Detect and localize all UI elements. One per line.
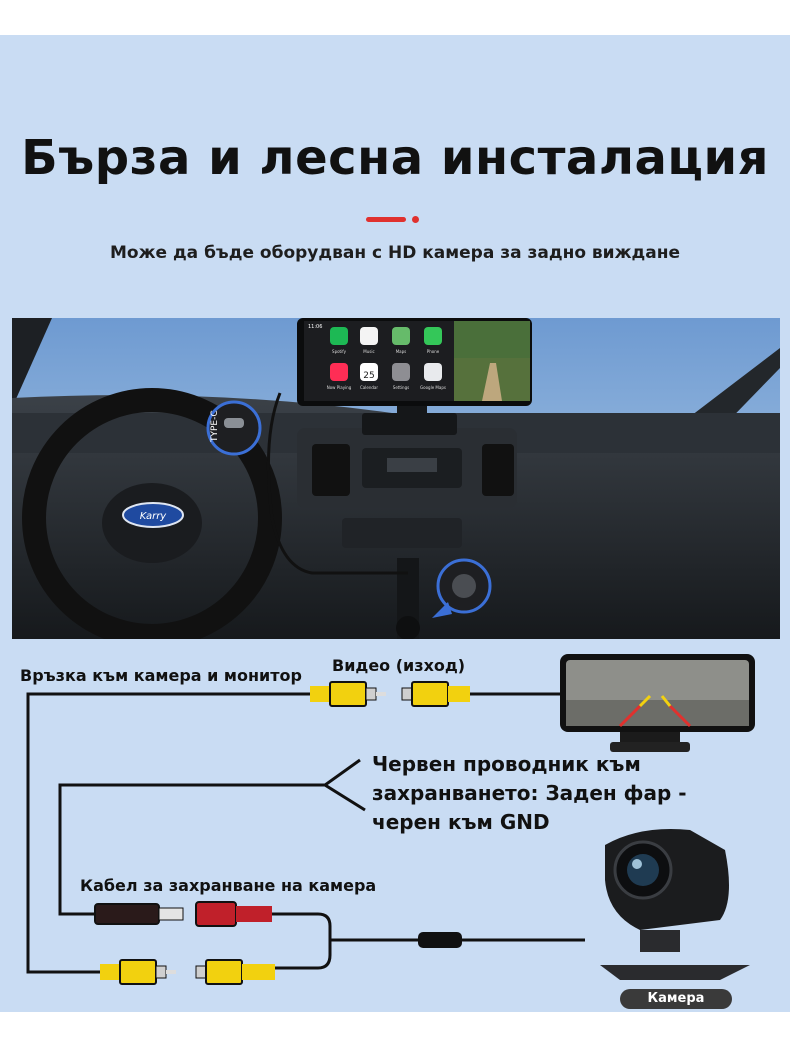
connection-label: Връзка към камера и монитор bbox=[20, 666, 302, 685]
page-subtitle: Може да бъде оборудван с HD камера за задно виждане bbox=[109, 243, 680, 263]
monitor-thumbnail bbox=[560, 654, 755, 752]
power-plug-red bbox=[196, 902, 272, 926]
brand-logo-text: Karry bbox=[139, 511, 167, 522]
power-cable-label: Кабел за захранване на камера bbox=[80, 876, 377, 895]
car-interior-photo bbox=[12, 318, 780, 639]
monitor-clock: 11:06 bbox=[308, 324, 323, 330]
power-plug-black bbox=[95, 904, 183, 924]
rca-male-plug-top bbox=[310, 682, 386, 706]
app-nowplaying-label: Now Playing bbox=[326, 385, 352, 390]
video-output-label: Видео (изход) bbox=[332, 656, 466, 675]
app-music-label: Music bbox=[363, 349, 375, 354]
title-accent-line bbox=[366, 217, 406, 222]
page-title: Бърза и лесна инсталация bbox=[21, 130, 769, 186]
red-wire-label: Червен проводник към захранването: Заден фар - черен към GND bbox=[372, 752, 687, 834]
title-accent-dot bbox=[412, 216, 419, 223]
rca-male-plug-bottom bbox=[100, 960, 176, 984]
calendar-day: 25 bbox=[363, 371, 375, 381]
camera-badge: Камера bbox=[620, 989, 732, 1009]
rca-female-socket-bottom bbox=[196, 960, 275, 984]
app-spotify-label: Spotify bbox=[332, 349, 346, 354]
app-settings-label: Settings bbox=[392, 385, 410, 390]
app-phone-label: Phone bbox=[426, 349, 440, 354]
app-googlemaps-label: Google Maps bbox=[420, 385, 446, 390]
rca-female-socket-top bbox=[402, 682, 470, 706]
type-c-label: TYPE-C bbox=[210, 410, 220, 442]
app-maps-label: Maps bbox=[395, 349, 407, 354]
app-calendar-label: Calendar bbox=[360, 385, 378, 390]
rear-camera bbox=[600, 829, 750, 980]
